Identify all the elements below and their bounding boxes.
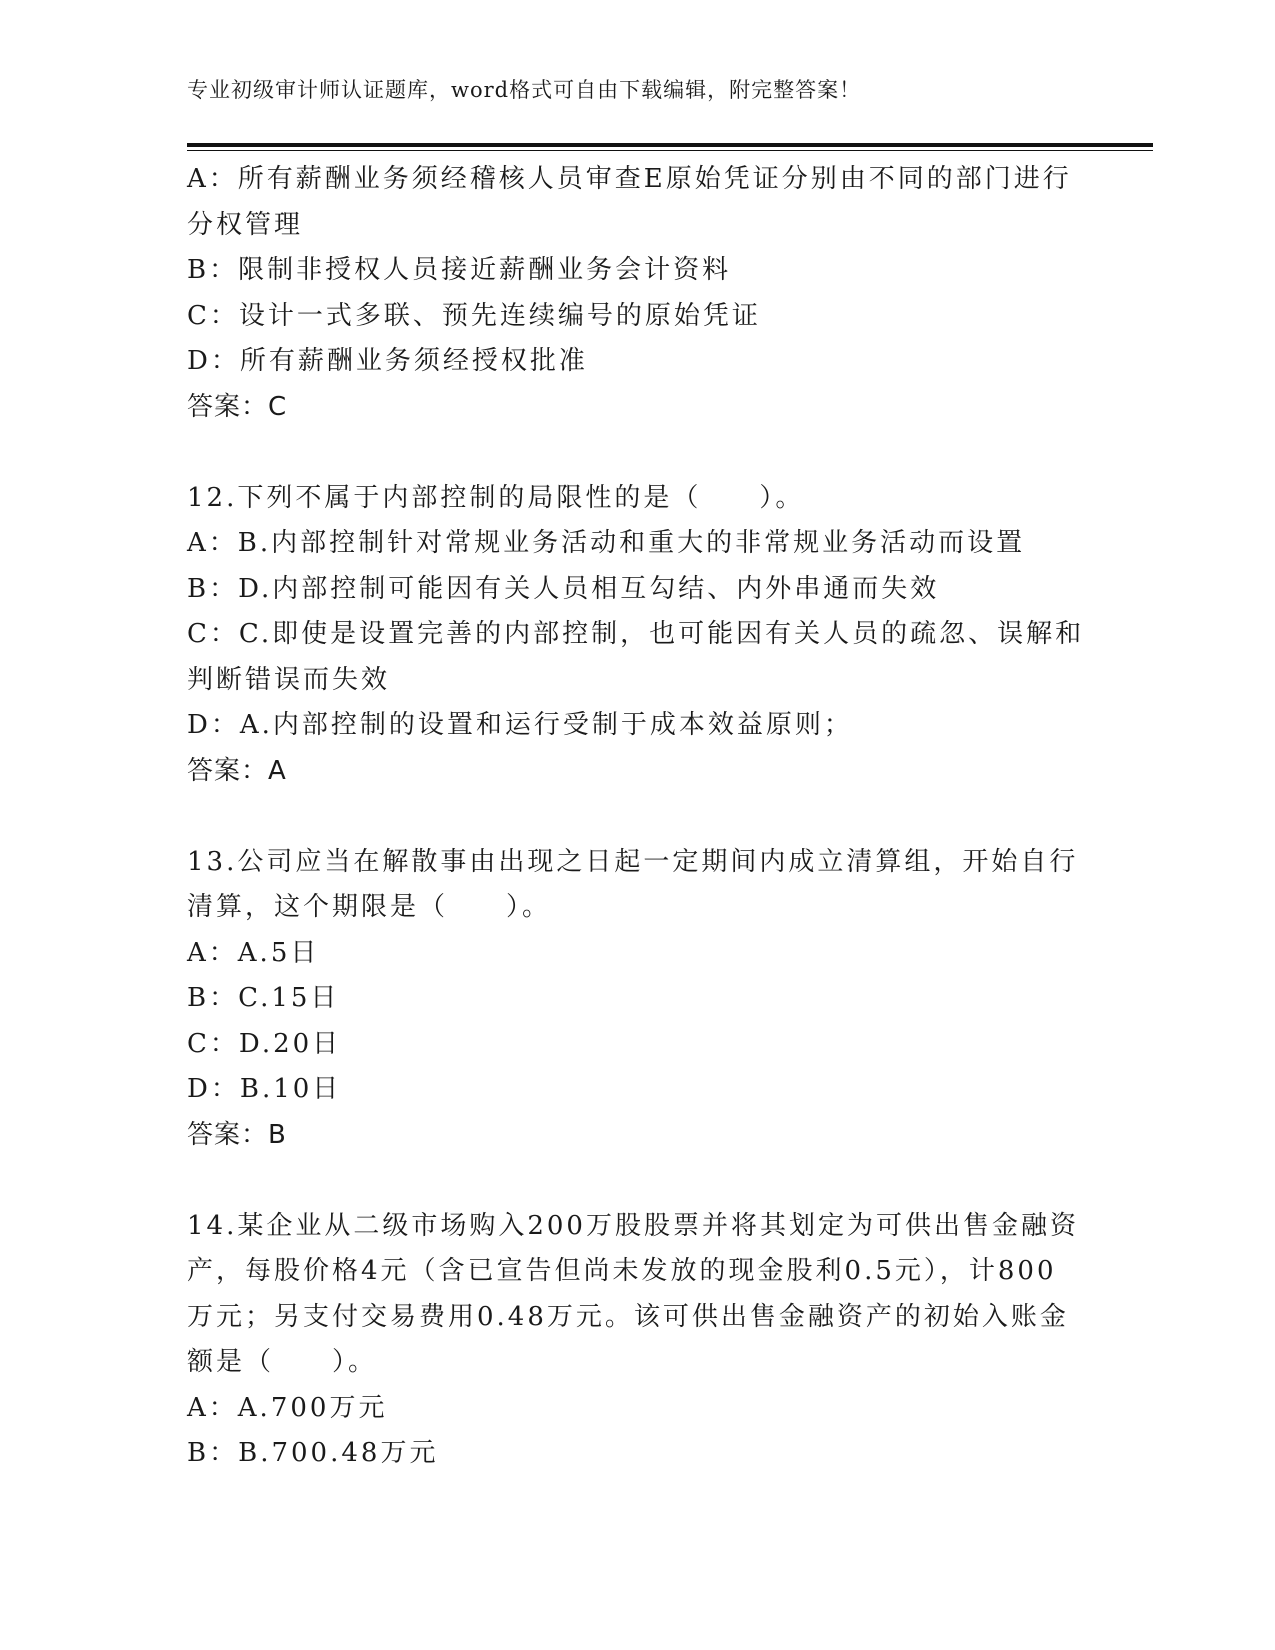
option-line: C：C.即使是设置完善的内部控制，也可能因有关人员的疏忽、误解和 bbox=[187, 619, 1085, 649]
option-line: A：B.内部控制针对常规业务活动和重大的非常规业务活动而设置 bbox=[187, 528, 1026, 558]
option-line: D：所有薪酬业务须经授权批准 bbox=[187, 346, 588, 376]
question-stem: 12.下列不属于内部控制的局限性的是（ ）。 bbox=[187, 482, 805, 513]
question-stem: 万元；另支付交易费用0.48万元。该可供出售金融资产的初始入账金 bbox=[187, 1301, 1069, 1332]
question-content bbox=[187, 157, 1087, 1477]
answer-line: 答案：C bbox=[187, 391, 288, 422]
answer-line: 答案：A bbox=[187, 755, 287, 786]
header-rule-thin bbox=[187, 150, 1153, 151]
question-stem: 产，每股价格4元（含已宣告但尚未发放的现金股利0.5元），计800 bbox=[187, 1256, 1057, 1286]
option-line: 判断错误而失效 bbox=[187, 664, 391, 695]
question-block bbox=[187, 157, 1087, 430]
block-spacer bbox=[187, 430, 1087, 476]
option-line: 分权管理 bbox=[187, 209, 304, 240]
option-line: C：D.20日 bbox=[187, 1028, 342, 1059]
option-line: A：A.5日 bbox=[187, 937, 320, 968]
option-line: C：设计一式多联、预先连续编号的原始凭证 bbox=[187, 300, 761, 331]
option-line: D：A.内部控制的设置和运行受制于成本效益原则； bbox=[187, 710, 853, 740]
block-spacer bbox=[187, 794, 1087, 840]
question-stem: 额是（ ）。 bbox=[187, 1347, 378, 1377]
block-spacer bbox=[187, 1158, 1087, 1204]
option-line: B：C.15日 bbox=[187, 983, 340, 1013]
option-line: D：B.10日 bbox=[187, 1074, 342, 1104]
question-block bbox=[187, 476, 1087, 795]
header-rule-thick bbox=[187, 143, 1153, 147]
question-stem: 13.公司应当在解散事由出现之日起一定期间内成立清算组，开始自行 bbox=[187, 846, 1079, 877]
question-block bbox=[187, 1204, 1087, 1477]
question-stem: 清算，这个期限是（ ）。 bbox=[187, 892, 552, 922]
option-line: A：A.700万元 bbox=[187, 1392, 388, 1423]
question-stem: 14.某企业从二级市场购入200万股股票并将其划定为可供出售金融资 bbox=[187, 1210, 1079, 1241]
answer-line: 答案：B bbox=[187, 1119, 287, 1150]
option-line: B：B.700.48万元 bbox=[187, 1438, 439, 1468]
page-header: 专业初级审计师认证题库，word格式可自由下载编辑，附完整答案！ bbox=[187, 78, 862, 102]
option-line: B：D.内部控制可能因有关人员相互勾结、内外串通而失效 bbox=[187, 573, 940, 604]
option-line: A：所有薪酬业务须经稽核人员审查E原始凭证分别由不同的部门进行 bbox=[187, 164, 1072, 194]
option-line: B：限制非授权人员接近薪酬业务会计资料 bbox=[187, 255, 732, 285]
question-block bbox=[187, 840, 1087, 1159]
